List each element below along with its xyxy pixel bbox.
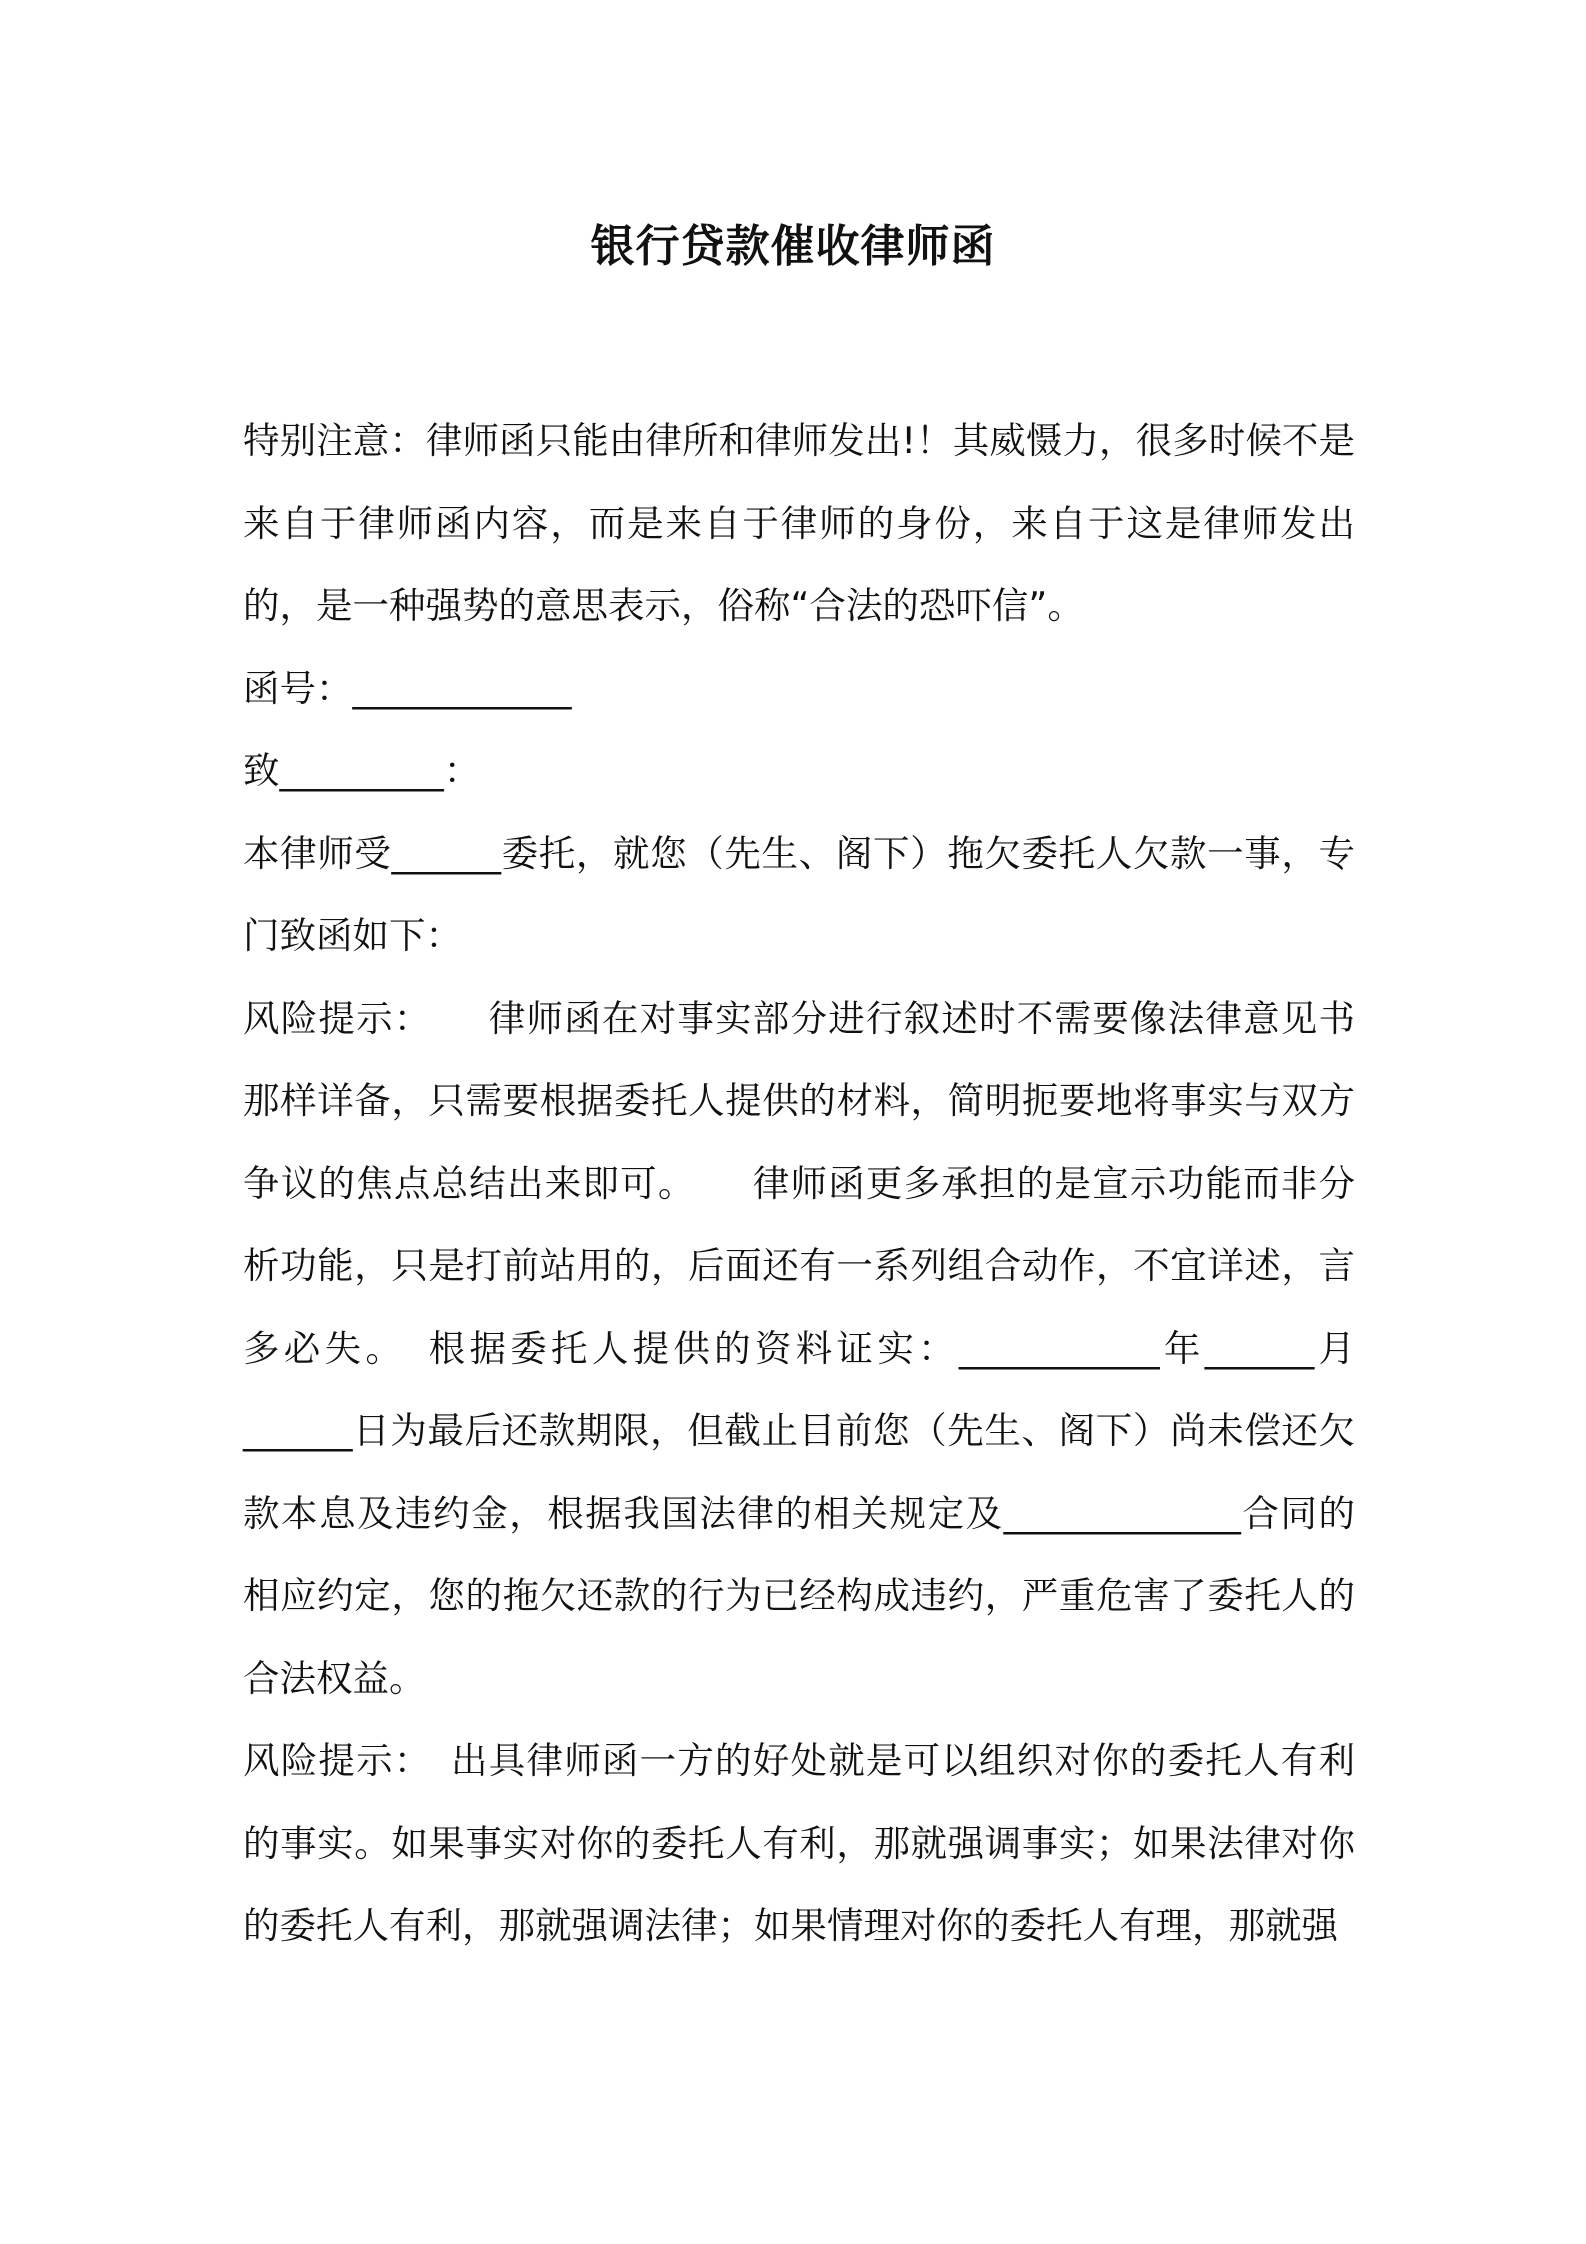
- intro-paragraph: 本律师受______委托，就您（先生、阁下）拖欠委托人欠款一事，专门致函如下：: [243, 831, 1355, 957]
- letter-number-line: 函号：____________: [243, 666, 572, 710]
- document-body: [243, 400, 1355, 1968]
- recipient-line: 致_________：: [243, 749, 481, 792]
- risk-notice-paragraph-1: 风险提示： 律师函在对事实部分进行叙述时不需要像法律意见书那样详备，只需要根据委托人提供的材料，简明扼要地将事实与双方争议的焦点总结出来即可。 律师函更多承担的是宣示功能而非分析功能，只是打前站用的，后面还有一系列组合动作，不宜详述，言多必失。 根据委托人提供的资料证实：___________年______月______日为最后还款期限，但截止目前您（先生、阁下）尚未偿还欠款本息及违约金，根据我国法律的相关规定及_____________合同的相应约定，您的拖欠还款的行为已经构成违约，严重危害了委托人的合法权益。: [243, 996, 1355, 1700]
- special-notice-paragraph: 特别注意：律师函只能由律所和律师发出!！其威慑力，很多时候不是来自于律师函内容，而是来自于律师的身份，来自于这是律师发出的，是一种强势的意思表示，俗称“合法的恐吓信”。: [243, 419, 1355, 627]
- risk-notice-paragraph-2: 风险提示： 出具律师函一方的好处就是可以组织对你的委托人有利的事实。如果事实对你的委托人有利，那就强调事实；如果法律对你的委托人有利，那就强调法律；如果情理对你的委托人有理，那就强: [243, 1739, 1355, 1947]
- document-title: 银行贷款催收律师函: [590, 221, 996, 272]
